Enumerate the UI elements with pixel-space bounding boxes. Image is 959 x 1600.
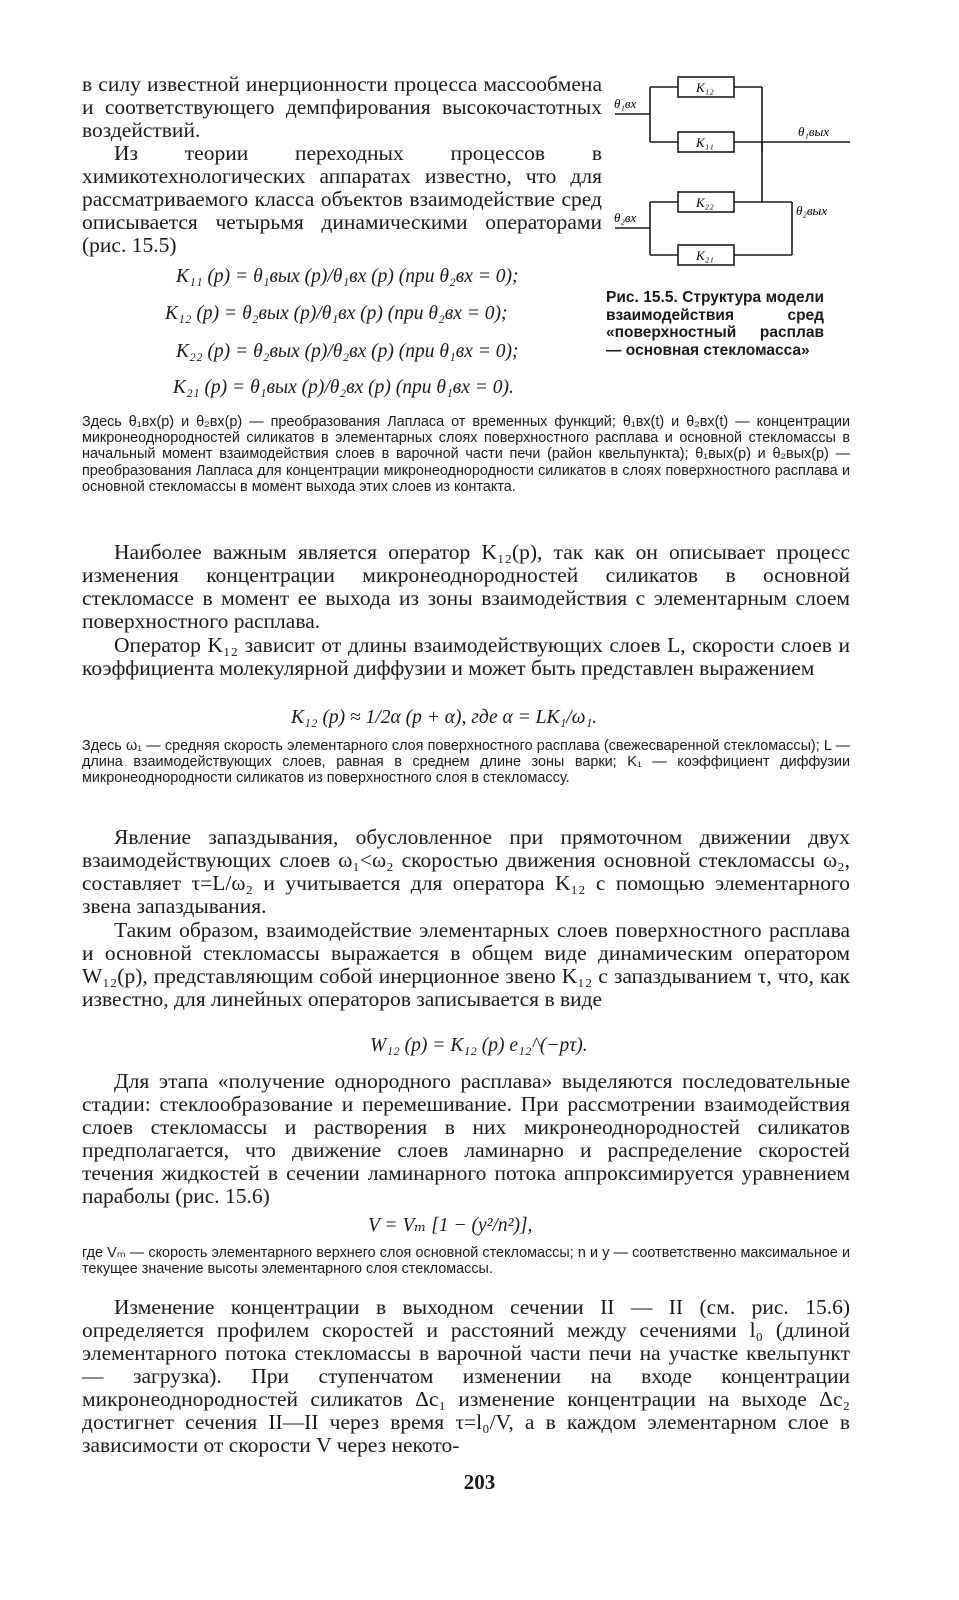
formula-w12: W₁₂ (p) = K₁₂ (p) e₁₂^(−pτ). <box>370 1035 588 1056</box>
output-label-1: θ₁вых <box>798 124 830 139</box>
block-label-k12: K₁₂ <box>696 80 714 95</box>
paragraph-7: Для этапа «получение однородного расплава» выделяются последовательные стадии: стеклообразование и перемешивание. При рассмотрении взаимодействия слоев стекломассы и растворения в них микронеоднородностей силикатов предполагается, что движение слоев ламинарно и распределение скоростей течения жидкостей в сечении ламинарного потока аппроксимируется уравнением параболы (рис. 15.6) <box>82 1069 850 1208</box>
figure-caption: Рис. 15.5. Структура модели взаимодействия сред «поверхностный расплав — основная стекломасса» <box>606 289 824 359</box>
paragraph-1: в силу известной инерционности процесса массообмена и соответствующего демпфирования высокочастотных воздействий. <box>82 72 602 142</box>
formula-k12: K₁₂ (p) = θ₂вых (p)/θ₁вх (p) (при θ₂вх = 0); <box>165 303 508 324</box>
paragraph-5: Явление запаздывания, обусловленное при прямоточном движении двух взаимодействующих слоев ω₁<ω₂ скоростью движения основной стекломассы ω₂, составляет τ=L/ω₂ и учитывается для оператора K₁₂ с помощью элементарного звена запаздывания. <box>82 825 850 918</box>
note-laplace: Здесь θ₁вх(p) и θ₂вх(p) — преобразования Лапласа от временных функций; θ₁вх(t) и θ₂вх(t) — концентрации микронеоднородностей силикатов в элементарных слоях поверхностного расплава и основной стекломассы в начальный момент взаимодействия слоев в варочной части печи (район квельпункта); θ₁вых(p) и θ₂вых(p) — преобразования Лапласа для концентрации микронеоднородности силикатов в слоях поверхностного расплава и основной стекломассы в момент выхода этих слоев из контакта. <box>82 414 850 495</box>
formula-k22: K₂₂ (p) = θ₂вых (p)/θ₂вх (p) (при θ₁вх = 0); <box>176 341 519 362</box>
paragraph-8: Изменение концентрации в выходном сечении II — II (см. рис. 15.6) определяется профилем скоростей и расстояний между сечениями l₀ (длиной элементарного потока стекломассы в варочной части печи на участке квельпункт — загрузка). При ступенчатом изменении на входе концентрации микронеоднородностей силикатов Δc₁ изменение концентрации на выходе Δc₂ достигнет сечения II—II через время τ=l₀/V, а в каждом элементарном слое в зависимости от скорости V через некото- <box>82 1295 850 1457</box>
formula-parabola: V = Vₘ [1 − (y²/n²)], <box>368 1215 533 1236</box>
block-label-k22: K₂₂ <box>696 195 714 210</box>
block-diagram <box>610 62 855 282</box>
note-omega: Здесь ω₁ — средняя скорость элементарного слоя поверхностного расплава (свежесваренной стекломассы); L — длина взаимодействующих слоев, равная в среднем длине зоны варки; K₁ — коэффициент диффузии микронеоднородности силикатов из поверхностного слоя в стекломассу. <box>82 738 850 787</box>
paragraph-4: Оператор K₁₂ зависит от длины взаимодействующих слоев L, скорости слоев и коэффициента молекулярной диффузии и может быть представлен выражением <box>82 633 850 680</box>
formula-k21: K₂₁ (p) = θ₁вых (p)/θ₂вх (p) (при θ₁вх = 0). <box>173 377 514 398</box>
block-label-k21: K₂₁ <box>696 248 714 263</box>
input-label-2: θ₂вх <box>614 210 637 225</box>
input-label-1: θ₁вх <box>614 96 637 111</box>
block-label-k11: K₁₁ <box>696 135 714 150</box>
paragraph-3: Наиболее важным является оператор K₁₂(p), так как он описывает процесс изменения концентрации микронеоднородностей силикатов в основной стекломассе в момент ее выхода из зоны взаимодействия с элементарным слоем поверхностного расплава. <box>82 540 850 633</box>
formula-k11: K₁₁ (p) = θ₁вых (p)/θ₁вх (p) (при θ₂вх = 0); <box>176 266 519 287</box>
paragraph-2: Из теории переходных процессов в химикотехнологических аппаратах известно, что для рассматриваемого класса объектов взаимодействие сред описывается четырьмя динамическими операторами (рис. 15.5) <box>82 141 602 257</box>
paragraph-6: Таким образом, взаимодействие элементарных слоев поверхностного расплава и основной стекломассы выражается в общем виде динамическим оператором W₁₂(p), представляющим собой инерционное звено K₁₂ с запаздыванием τ, что, как известно, для линейных операторов записывается в виде <box>82 918 850 1011</box>
output-label-2: θ₂вых <box>796 203 828 218</box>
note-vm: где Vₘ — скорость элементарного верхнего слоя основной стекломассы; n и y — соответственно максимальное и текущее значение высоты элементарного слоя стекломассы. <box>82 1245 850 1278</box>
formula-k12-approx: K₁₂ (p) ≈ 1/2α (p + α), где α = LK₁/ω₁. <box>291 707 598 728</box>
page-number: 203 <box>463 1470 496 1494</box>
